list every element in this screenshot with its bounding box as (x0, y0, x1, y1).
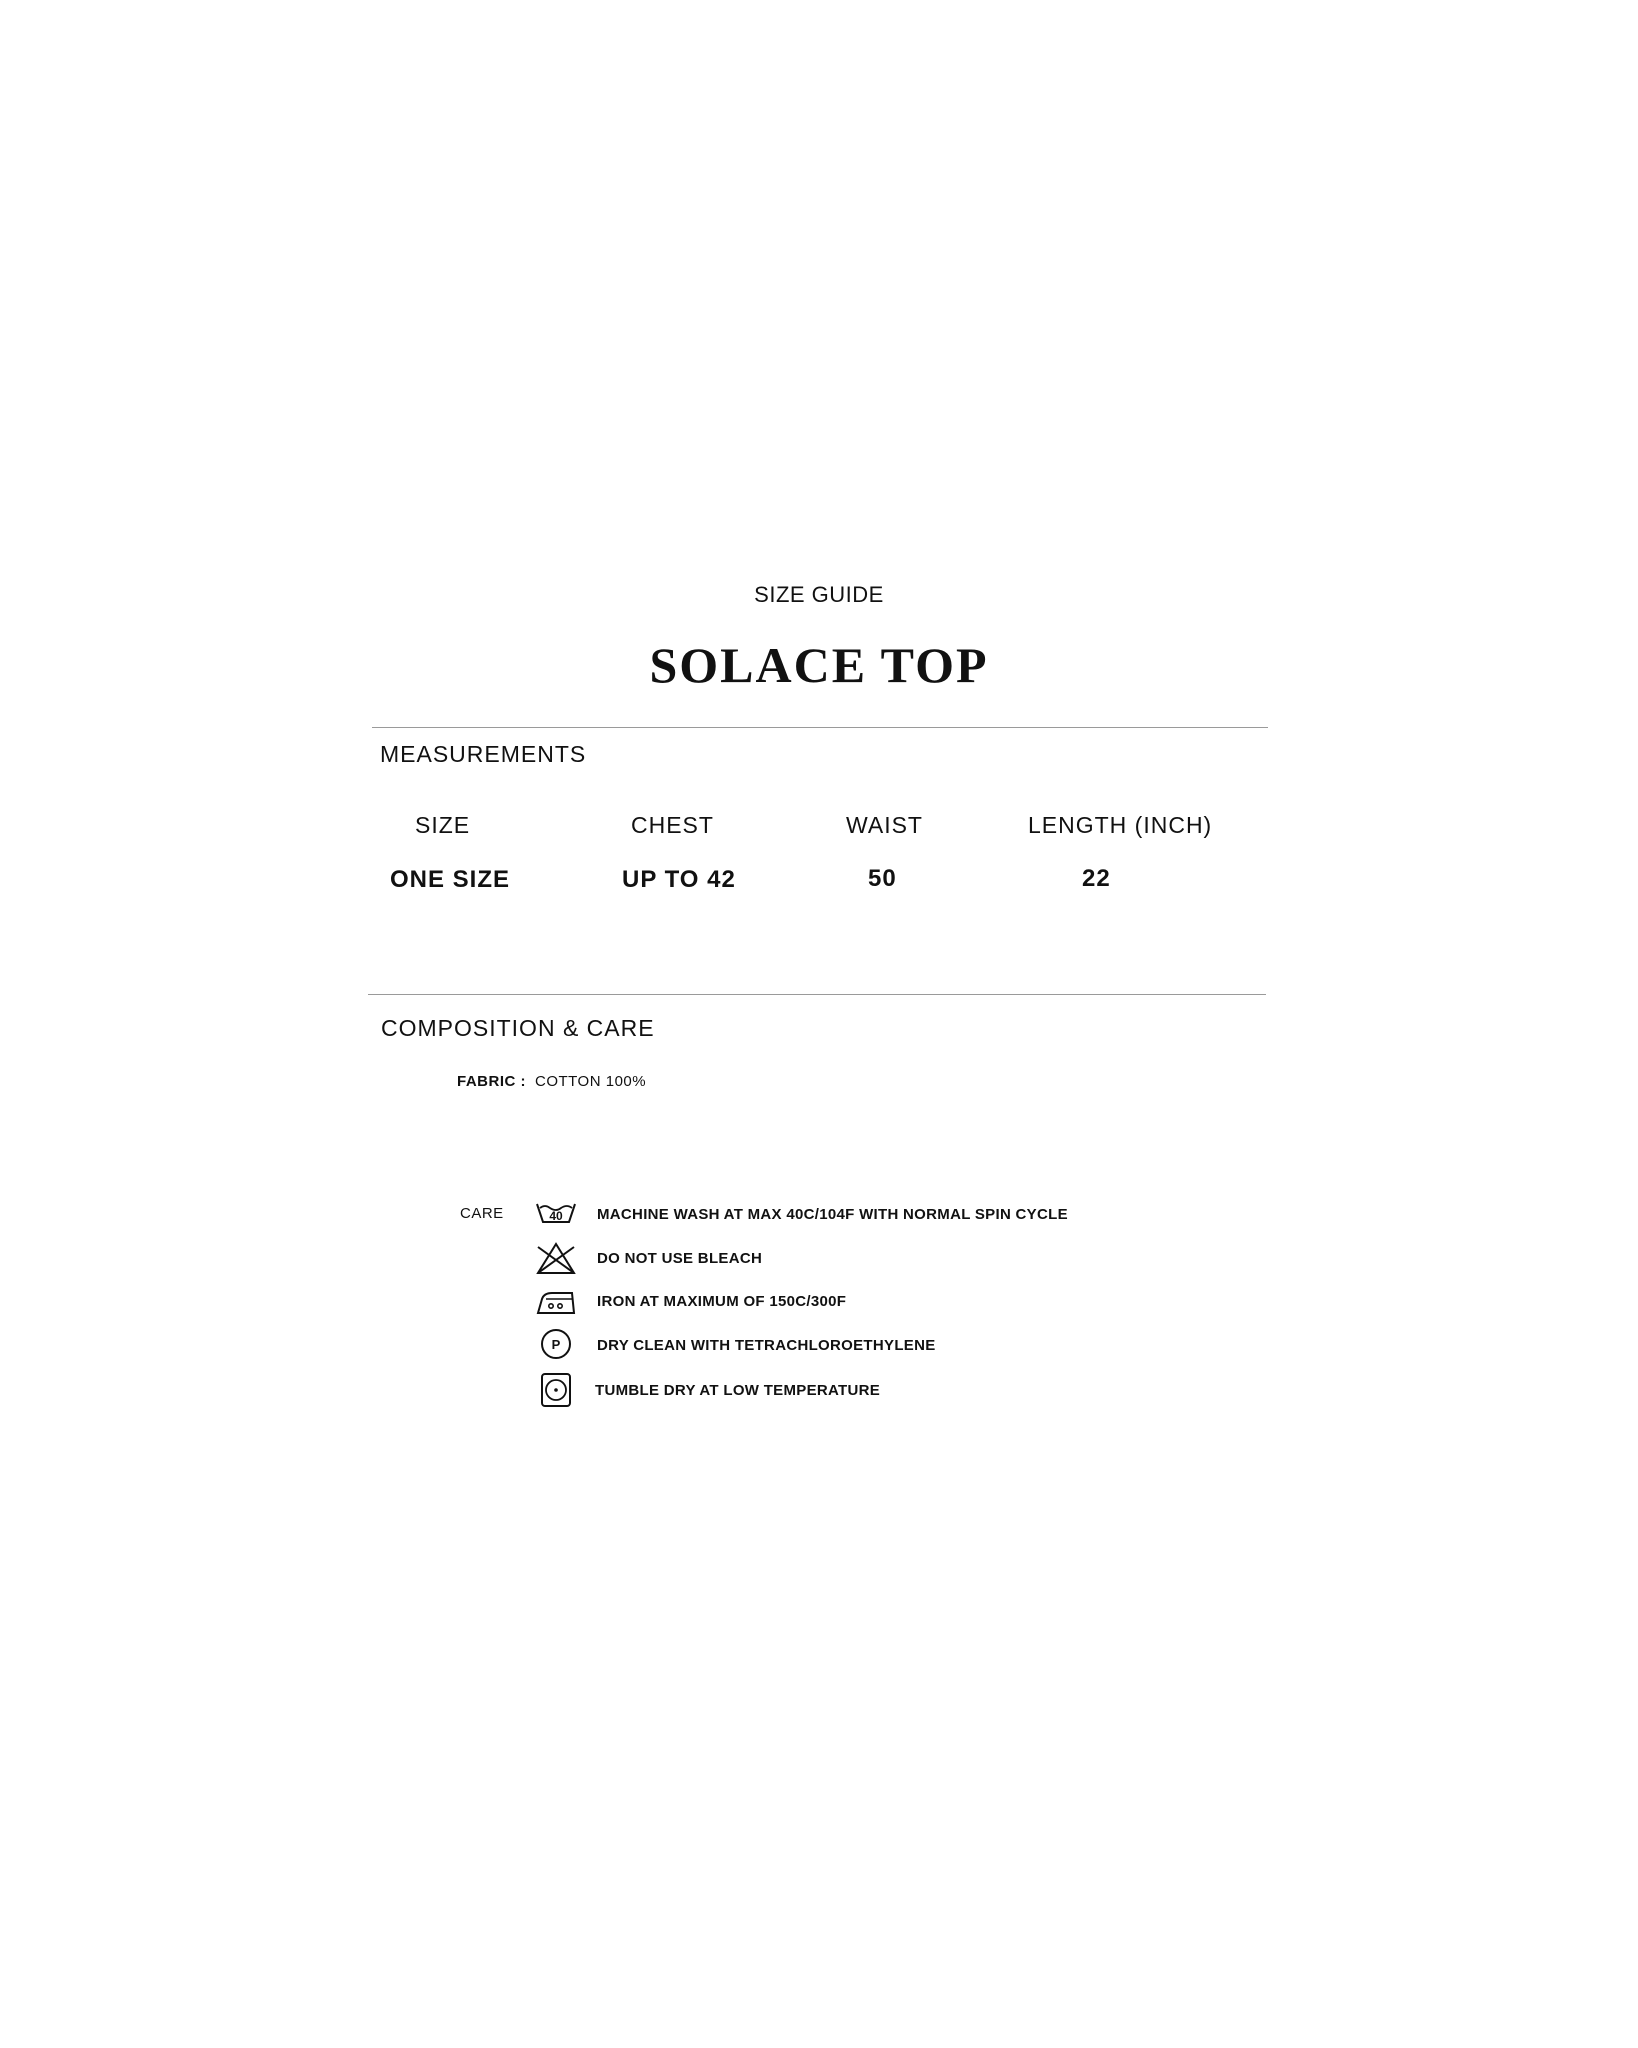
fabric-label: FABRIC : (457, 1073, 526, 1090)
care-text-tumble: TUMBLE DRY AT LOW TEMPERATURE (595, 1382, 881, 1399)
cell-length: 22 (1082, 865, 1111, 892)
measurements-heading: MEASUREMENTS (380, 741, 587, 767)
svg-text:40: 40 (549, 1209, 563, 1223)
care-text-wash: MACHINE WASH AT MAX 40C/104F WITH NORMAL SPIN CYCLE (597, 1206, 1068, 1223)
col-header-chest: CHEST (631, 812, 714, 838)
dry-clean-p-icon (534, 1326, 578, 1362)
svg-text:P: P (551, 1337, 561, 1352)
cell-size: ONE SIZE (390, 866, 511, 893)
col-header-waist: WAIST (846, 812, 923, 838)
no-bleach-icon (534, 1241, 578, 1277)
page-eyebrow: SIZE GUIDE (754, 582, 884, 607)
cell-chest: UP TO 42 (622, 866, 736, 893)
col-header-size: SIZE (415, 812, 471, 838)
wash-40-icon (534, 1196, 578, 1232)
care-text-bleach: DO NOT USE BLEACH (597, 1250, 763, 1267)
divider-measurements (372, 727, 1268, 728)
care-text-dryclean: DRY CLEAN WITH TETRACHLOROETHYLENE (597, 1337, 936, 1354)
divider-composition (368, 994, 1266, 995)
cell-waist: 50 (868, 865, 897, 892)
fabric-value: COTTON 100% (535, 1073, 647, 1090)
col-header-length: LENGTH (INCH) (1028, 812, 1213, 838)
iron-medium-icon (534, 1283, 578, 1319)
tumble-dry-low-icon (534, 1372, 578, 1408)
page-title: SOLACE TOP (649, 637, 989, 693)
care-text-iron: IRON AT MAXIMUM OF 150C/300F (597, 1293, 847, 1310)
care-label: CARE (460, 1205, 504, 1222)
composition-heading: COMPOSITION & CARE (381, 1015, 655, 1041)
